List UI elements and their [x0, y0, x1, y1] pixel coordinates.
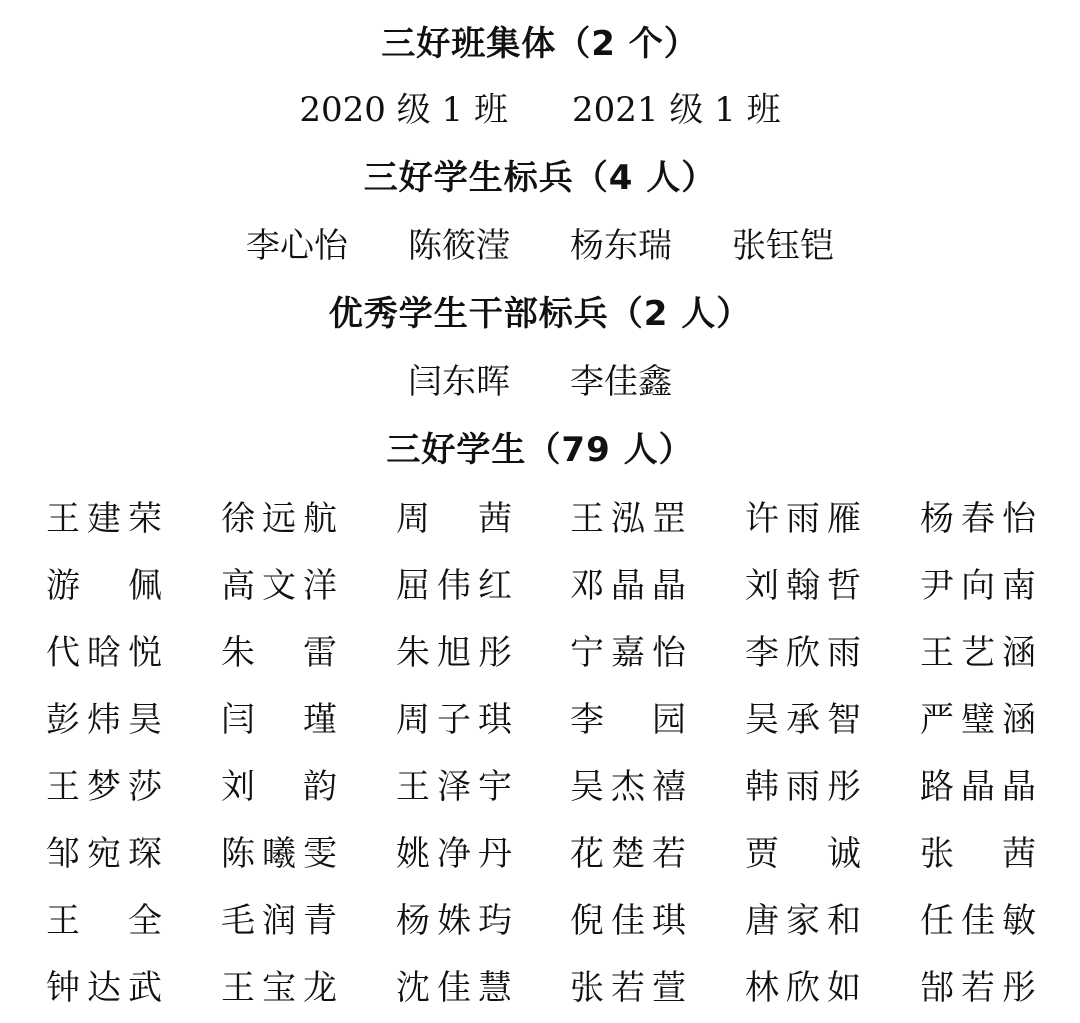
student-name: 王梦莎: [46, 767, 162, 807]
student-name: 闫东晖: [408, 362, 510, 402]
name-row: [46, 695, 1056, 745]
student-name: 张若萱: [570, 968, 686, 1008]
student-name: 朱 雷: [221, 633, 337, 673]
student-name: 杨春怡: [920, 499, 1036, 539]
name-row: [46, 896, 1056, 946]
student-name: 李 园: [570, 700, 686, 740]
name-row: [46, 762, 1056, 812]
class-entry: 2020 级 1 班: [299, 90, 508, 130]
name-row: [46, 561, 1056, 611]
student-name: 王 全: [46, 901, 162, 941]
student-name: 王泓罡: [570, 499, 686, 539]
student-name: 彭炜昊: [46, 700, 162, 740]
student-name: 刘 韵: [221, 767, 337, 807]
student-name: 许雨雁: [745, 499, 861, 539]
name-row: [46, 829, 1056, 879]
class-collective-list: [0, 88, 1080, 132]
student-name: 徐远航: [221, 499, 337, 539]
model-students-list: [0, 224, 1080, 268]
student-name: 倪佳琪: [570, 901, 686, 941]
student-name: 李心怡: [246, 226, 348, 266]
student-name: 吴杰禧: [570, 767, 686, 807]
student-name: 任佳敏: [920, 901, 1036, 941]
student-name: 韩雨彤: [745, 767, 861, 807]
student-name: 沈佳慧: [396, 968, 512, 1008]
section-title-model-students: 三好学生标兵（4 人）: [363, 158, 717, 198]
student-name: 李欣雨: [745, 633, 861, 673]
class-entry: 2021 级 1 班: [572, 90, 781, 130]
section-title-merit-students: 三好学生（79 人）: [386, 430, 694, 470]
student-name: 张钰铠: [732, 226, 834, 266]
student-name: 李佳鑫: [570, 362, 672, 402]
student-name: 王艺涵: [920, 633, 1036, 673]
student-name: 毛润青: [221, 901, 337, 941]
student-name: 王建荣: [46, 499, 162, 539]
section-title-class-collective: 三好班集体（2 个）: [381, 24, 699, 64]
student-name: 杨东瑞: [570, 226, 672, 266]
student-name: 林欣如: [745, 968, 861, 1008]
student-name: 代晗悦: [46, 633, 162, 673]
name-row: [46, 963, 1056, 1013]
student-name: 陈筱滢: [408, 226, 510, 266]
section-title-model-cadres: 优秀学生干部标兵（2 人）: [328, 294, 752, 334]
student-name: 高文洋: [221, 566, 337, 606]
student-name: 严璧涵: [920, 700, 1036, 740]
model-cadres-list: [0, 360, 1080, 404]
student-name: 闫 瑾: [221, 700, 337, 740]
student-name: 邹宛琛: [46, 834, 162, 874]
student-name: 陈曦雯: [221, 834, 337, 874]
student-name: 杨姝玙: [396, 901, 512, 941]
student-name: 周 茜: [396, 499, 512, 539]
student-name: 姚净丹: [396, 834, 512, 874]
student-name: 邓晶晶: [570, 566, 686, 606]
student-name: 钟达武: [46, 968, 162, 1008]
student-name: 张 茜: [920, 834, 1036, 874]
student-name: 花楚若: [570, 834, 686, 874]
student-name: 王泽宇: [396, 767, 512, 807]
name-row: [46, 628, 1056, 678]
student-name: 朱旭彤: [396, 633, 512, 673]
student-name: 尹向南: [920, 566, 1036, 606]
student-name: 游 佩: [46, 566, 162, 606]
student-name: 唐家和: [745, 901, 861, 941]
name-row: [46, 494, 1056, 544]
student-name: 吴承智: [745, 700, 861, 740]
student-name: 王宝龙: [221, 968, 337, 1008]
student-name: 郜若彤: [920, 968, 1036, 1008]
student-name: 周子琪: [396, 700, 512, 740]
student-name: 宁嘉怡: [570, 633, 686, 673]
student-name: 路晶晶: [920, 767, 1036, 807]
student-name: 刘翰哲: [745, 566, 861, 606]
student-name: 贾 诚: [745, 834, 861, 874]
student-name: 屈伟红: [396, 566, 512, 606]
